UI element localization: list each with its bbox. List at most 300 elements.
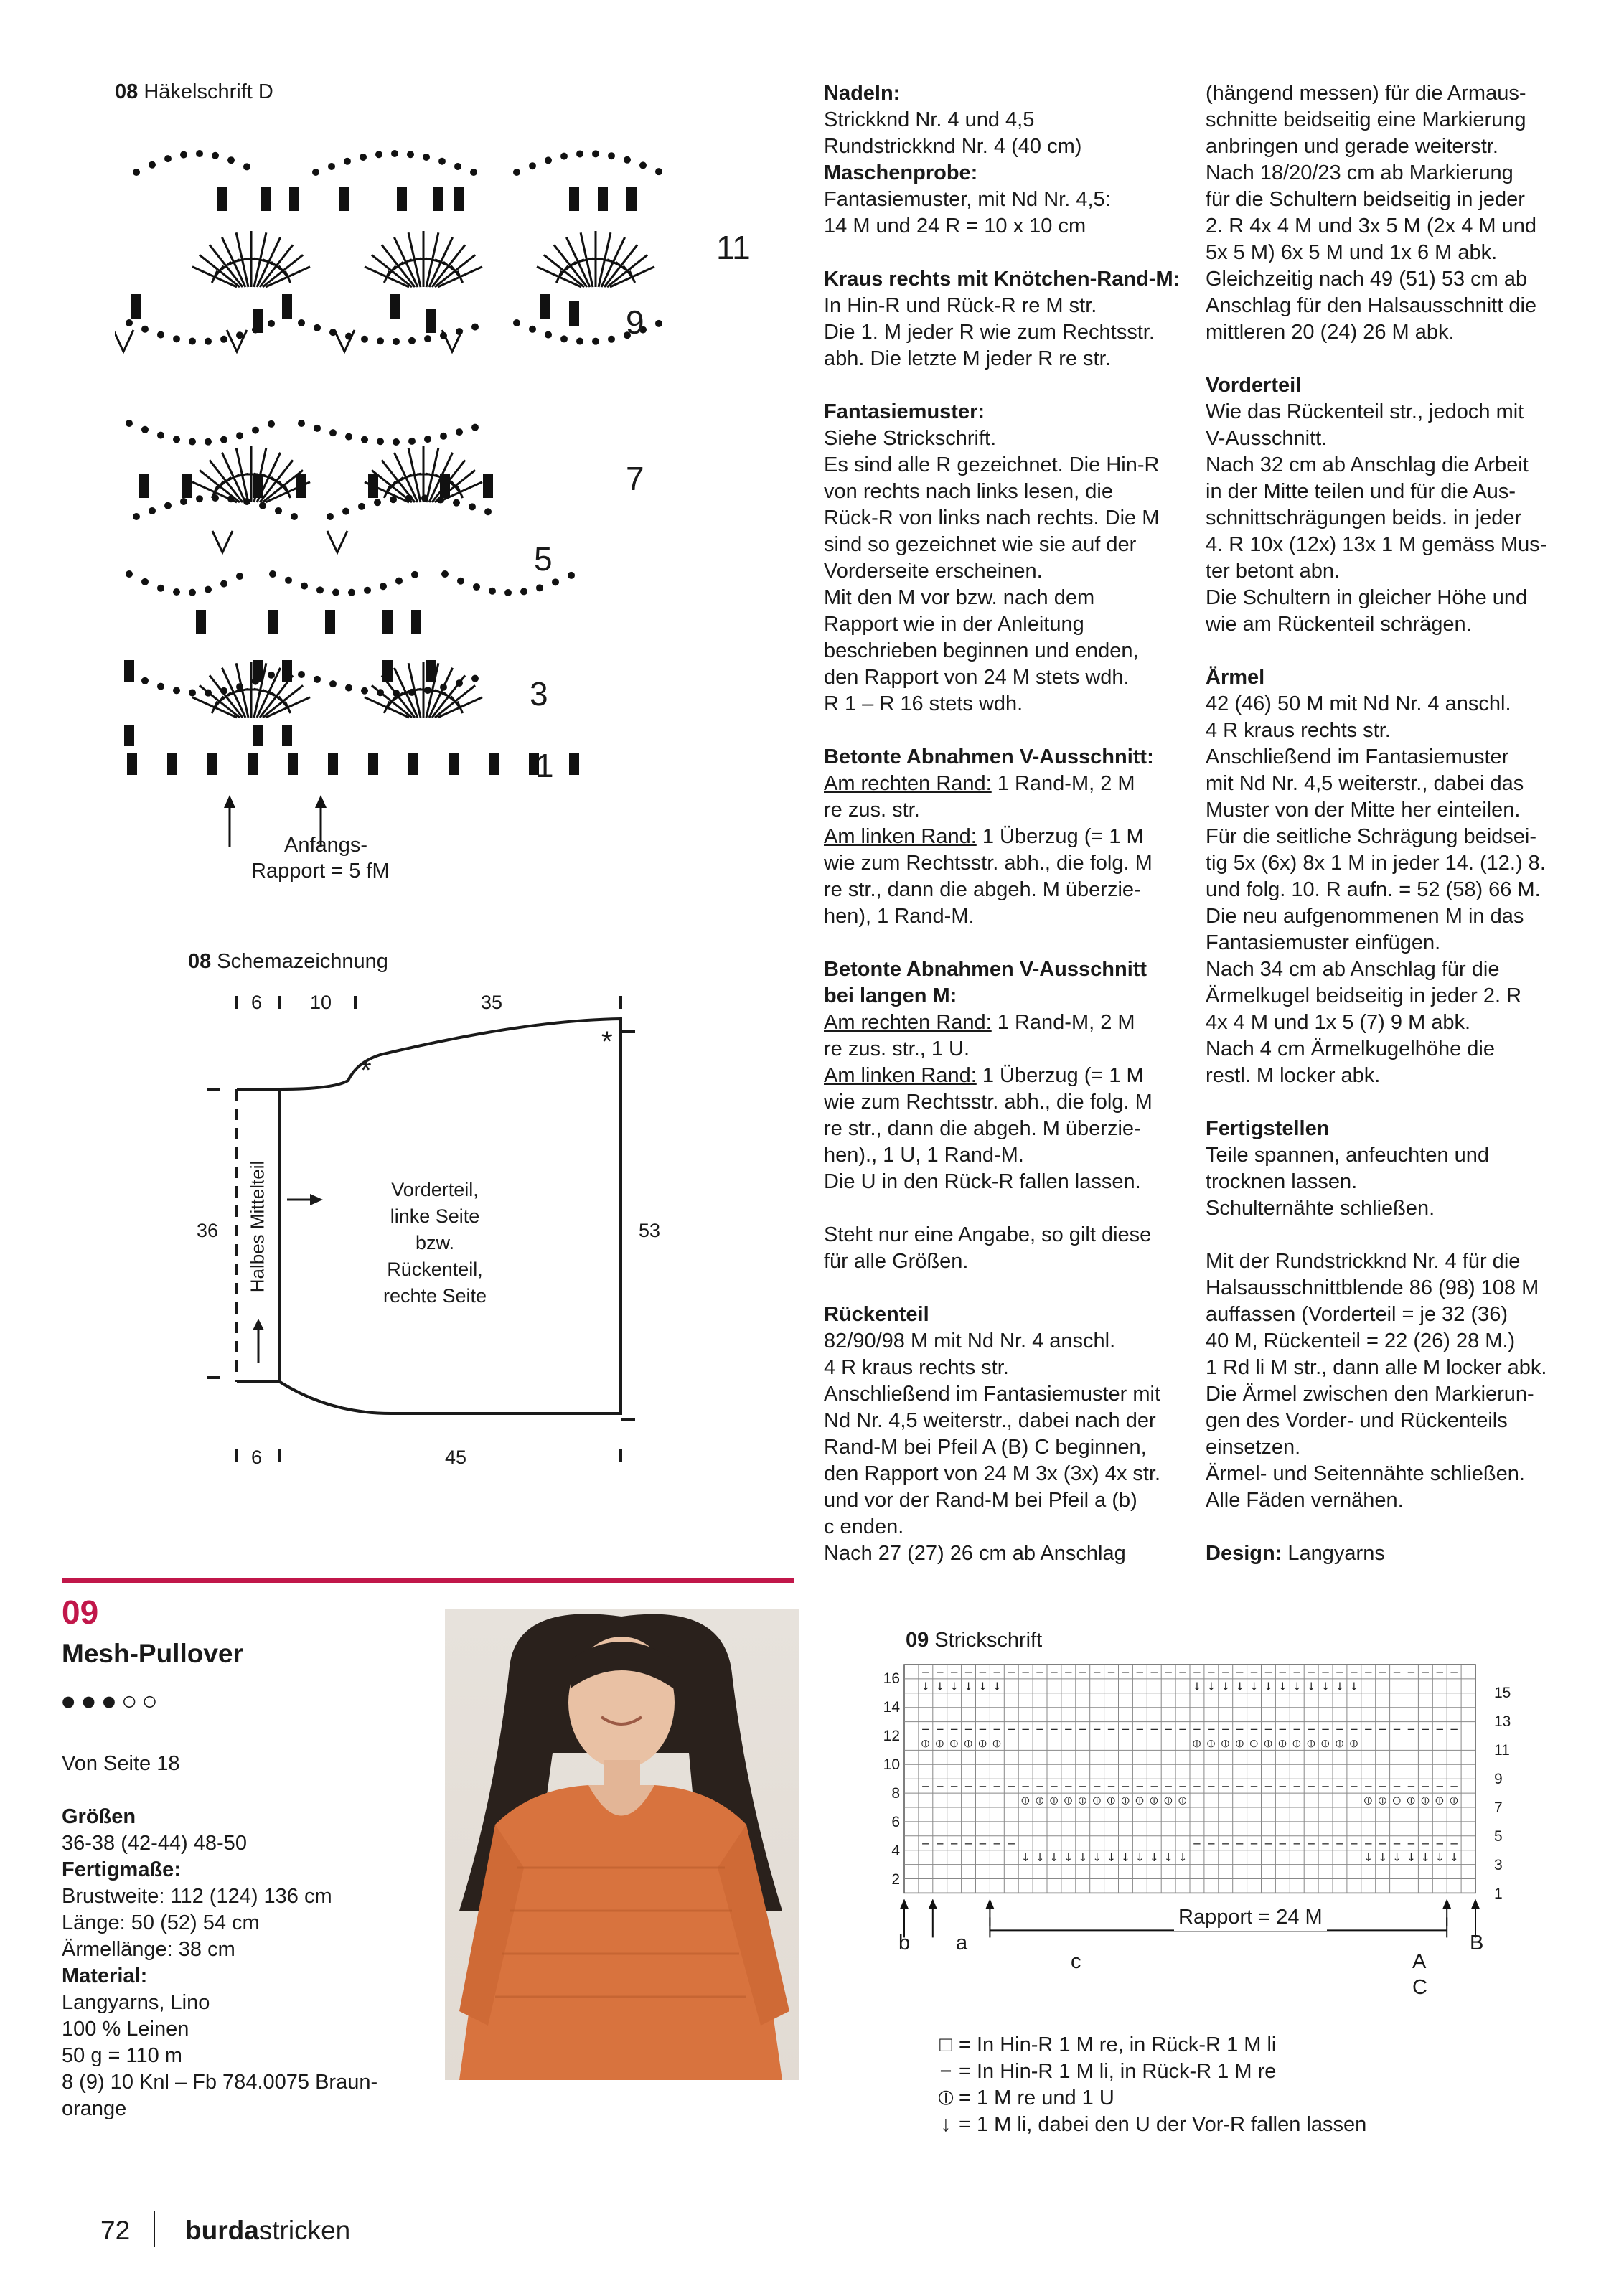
text-line: Anschließend im Fantasiemuster	[1206, 745, 1509, 768]
chart-symbol: −	[1378, 1779, 1387, 1793]
text-line: V-Ausschnitt.	[1206, 427, 1328, 450]
chart-symbol: −	[1392, 1665, 1402, 1679]
chain-stitch-mark	[268, 420, 275, 428]
text-line: für alle Größen.	[824, 1250, 969, 1273]
chart-symbol: ⦶	[1278, 1737, 1287, 1751]
chart-symbol: ↓	[1107, 1851, 1116, 1865]
chain-stitch-mark	[471, 424, 479, 431]
chart-symbol: −	[1435, 1779, 1445, 1793]
chart-symbol: −	[1035, 1723, 1045, 1736]
chain-stitch-mark	[624, 156, 631, 164]
chart-symbol: −	[1149, 1779, 1159, 1793]
chart-symbol: ↓	[978, 1680, 987, 1693]
section-heading: Fantasiemuster:	[824, 400, 985, 423]
chart-symbol: −	[1392, 1837, 1402, 1850]
legend-row: ↓ = 1 M li, dabei den U der Vor-R fallen lassen	[940, 2113, 1367, 2136]
caption-text: Schemazeichnung	[217, 950, 388, 973]
chain-stitch-mark	[327, 513, 334, 520]
star-marker: *	[360, 1055, 372, 1086]
section-heading: bei langen M:	[824, 984, 957, 1007]
chain-stitch-mark	[227, 495, 235, 502]
chain-stitch-mark	[328, 163, 335, 170]
text-line: Die U in den Rück-R fallen lassen.	[824, 1170, 1141, 1193]
chain-stitch-mark	[180, 498, 187, 505]
chain-stitch-mark	[361, 336, 368, 343]
start-arrow-head	[224, 795, 235, 808]
chart-symbol: −	[1178, 1779, 1188, 1793]
chain-stitch-mark	[126, 420, 133, 427]
chain-stitch-mark	[560, 153, 568, 160]
chart-symbol: −	[1006, 1723, 1016, 1736]
chain-stitch-mark	[252, 427, 259, 434]
chain-stitch-mark	[157, 432, 164, 439]
chain-stitch-mark	[393, 438, 400, 446]
chart-symbol: −	[1264, 1837, 1273, 1850]
text-line: wie am Rückenteil schrägen.	[1206, 613, 1472, 636]
chain-stitch-mark	[268, 672, 275, 679]
text-line: re str., dann die abgeh. M überzie-	[824, 1117, 1141, 1140]
chart-symbol: ⦶	[1321, 1737, 1330, 1751]
chain-stitch-mark	[298, 319, 305, 326]
section-heading: Rückenteil	[824, 1303, 929, 1326]
text-line: 2. R 4x 4 M und 3x 5 M (2x 4 M und	[1206, 215, 1536, 237]
chain-stitch-mark	[220, 687, 227, 695]
text-line: Nach 27 (27) 26 cm ab Anschlag	[824, 1542, 1126, 1565]
chart-symbol: −	[1206, 1723, 1216, 1736]
chart-symbol: ⦶	[1292, 1737, 1301, 1751]
chain-stitch-mark	[345, 433, 352, 441]
chart-symbol: −	[1149, 1723, 1159, 1736]
knit-chart-caption	[906, 1627, 1042, 1654]
text-line: R 1 – R 16 stets wdh.	[824, 692, 1023, 715]
text-line: 8 (9) 10 Knl – Fb 784.0075 Braun-	[62, 2071, 378, 2094]
crochet-row-label: 1	[535, 747, 554, 784]
chart-symbol: ↓	[1035, 1851, 1045, 1865]
section-heading: Nadeln:	[824, 82, 901, 105]
chain-stitch-mark	[529, 162, 536, 169]
chart-symbol: −	[1049, 1723, 1059, 1736]
chain-stitch-mark	[639, 161, 647, 169]
chart-symbol: −	[1292, 1665, 1302, 1679]
chart-symbol: ⦶	[1221, 1737, 1230, 1751]
text-line: und vor der Rand-M bei Pfeil a (b)	[824, 1489, 1137, 1512]
chart-symbol: −	[1278, 1779, 1287, 1793]
chain-stitch-mark	[364, 587, 371, 594]
single-crochet-mark	[368, 474, 378, 498]
chart-symbol: −	[1035, 1665, 1045, 1679]
chain-stitch-mark	[332, 589, 339, 596]
text-line: Mit der Rundstrickknd Nr. 4 für die	[1206, 1250, 1521, 1273]
chart-symbol: −	[1335, 1665, 1345, 1679]
chain-stitch-mark	[259, 502, 266, 509]
chain-stitch-mark	[576, 150, 583, 157]
text-line: Strickknd Nr. 4 und 4,5	[824, 108, 1035, 131]
chain-stitch-mark	[205, 338, 212, 345]
chart-symbol: −	[1206, 1779, 1216, 1793]
paragraph-gap	[1206, 346, 1607, 372]
chain-stitch-mark	[173, 588, 180, 596]
chart-symbol: −	[1135, 1779, 1145, 1793]
dim-right-53: 53	[639, 1220, 661, 1241]
chart-symbol: ⦶	[1264, 1737, 1272, 1751]
chart-symbol: −	[1378, 1723, 1387, 1736]
chart-symbol: ↓	[1163, 1851, 1173, 1865]
chart-symbol: −	[1149, 1665, 1159, 1679]
text-line: Am linken Rand: 1 Überzug (= 1 M	[824, 1064, 1144, 1087]
chart-symbol: −	[1306, 1837, 1316, 1850]
single-crochet-mark	[139, 474, 149, 498]
text-line: Ärmelkugel beidseitig in jeder 2. R	[1206, 984, 1522, 1007]
chart-symbol: −	[935, 1665, 945, 1679]
chart-symbol: ⦶	[1379, 1794, 1387, 1807]
chart-symbol: ⦶	[1421, 1794, 1430, 1807]
chart-symbol: −	[1206, 1665, 1216, 1679]
text-line: und folg. 10. R aufn. = 52 (58) 66 M.	[1206, 878, 1541, 901]
text-line: hen), 1 Rand-M.	[824, 905, 975, 928]
chart-symbol: ⦶	[979, 1737, 987, 1751]
chart-symbol: −	[1135, 1665, 1145, 1679]
paragraph-gap	[824, 930, 1183, 956]
single-crochet-mark	[328, 753, 338, 775]
chart-symbol: ⦶	[992, 1737, 1001, 1751]
chart-symbol: −	[935, 1779, 945, 1793]
text-line: mittleren 20 (24) 26 M abk.	[1206, 321, 1455, 344]
chart-symbol: −	[1020, 1723, 1031, 1736]
chain-stitch-mark	[423, 154, 430, 161]
legend-row: − = In Hin-R 1 M li, in Rück-R 1 M re	[939, 2060, 1277, 2083]
brand-logo: burdastricken	[185, 2216, 351, 2245]
text-line: Die 1. M jeder R wie zum Rechtsstr.	[824, 321, 1155, 344]
chart-symbol: −	[949, 1665, 959, 1679]
chain-stitch-mark	[408, 689, 416, 696]
dim-bottom-45: 45	[445, 1446, 467, 1468]
chart-symbol: ↓	[1020, 1851, 1031, 1865]
footer-divider	[154, 2211, 155, 2247]
chain-stitch-mark	[391, 150, 398, 157]
text-line: sind so gezeichnet wie sie auf der	[824, 533, 1137, 556]
dim-top-6: 6	[251, 992, 263, 1013]
single-crochet-mark	[167, 753, 177, 775]
chart-symbol: −	[1320, 1779, 1330, 1793]
chart-symbol: ↓	[1264, 1680, 1273, 1693]
single-crochet-mark	[449, 753, 459, 775]
chain-stitch-mark	[473, 583, 480, 591]
chain-stitch-mark	[560, 335, 568, 342]
chart-symbol: −	[1249, 1779, 1259, 1793]
chain-stitch-mark	[421, 494, 428, 502]
chain-stitch-mark	[608, 336, 615, 343]
text-line: Länge: 50 (52) 54 cm	[62, 1911, 260, 1934]
text-line: Die Ärmel zwischen den Markierun-	[1206, 1383, 1534, 1406]
text-line: Fantasiemuster einfügen.	[1206, 931, 1441, 954]
chart-symbol: −	[1035, 1779, 1045, 1793]
single-crochet-mark	[598, 187, 608, 211]
chain-stitch-mark	[312, 169, 319, 176]
pattern-number: 09	[62, 1594, 99, 1631]
single-crochet-mark	[282, 660, 292, 682]
chart-symbol: ↓	[992, 1680, 1002, 1693]
crochet-row-label: 9	[626, 304, 644, 341]
paragraph-gap	[824, 240, 1183, 266]
chart-symbol: ⦶	[1435, 1794, 1444, 1807]
chart-symbol: ↓	[964, 1680, 973, 1693]
section-heading: Material:	[62, 1965, 148, 1987]
chart-symbol: ↓	[1278, 1680, 1287, 1693]
chain-stitch-mark	[173, 436, 180, 443]
text-line: Steht nur eine Angabe, so gilt diese	[824, 1223, 1152, 1246]
section-heading: Kraus rechts mit Knötchen-Rand-M:	[824, 268, 1181, 291]
single-crochet-mark	[127, 753, 137, 775]
single-crochet-mark	[282, 725, 292, 746]
chain-stitch-mark	[243, 498, 250, 505]
chain-stitch-mark	[126, 319, 133, 326]
row-start-arrow-head	[985, 1899, 994, 1909]
chart-symbol: ⦶	[1393, 1794, 1401, 1807]
chart-symbol: −	[921, 1723, 931, 1736]
chart-symbol: −	[1249, 1723, 1259, 1736]
chain-stitch-mark	[164, 502, 172, 509]
text-line: Brustweite: 112 (124) 136 cm	[62, 1885, 332, 1908]
chart-symbol: ↓	[1335, 1680, 1345, 1693]
single-crochet-mark	[289, 187, 299, 211]
chart-symbol: −	[1435, 1837, 1445, 1850]
chart-symbol: −	[1064, 1779, 1074, 1793]
chart-symbol: −	[1192, 1723, 1202, 1736]
chart-symbol: −	[1421, 1665, 1430, 1679]
dim-bottom-6: 6	[251, 1446, 263, 1468]
chart-symbol: −	[1049, 1665, 1059, 1679]
chain-stitch-mark	[592, 150, 599, 157]
chart-symbol: ↓	[1064, 1851, 1074, 1865]
chain-stitch-mark	[576, 338, 583, 345]
chart-symbol: −	[1407, 1779, 1416, 1793]
chart-symbol: −	[1107, 1723, 1116, 1736]
section-heading: Größen	[62, 1805, 136, 1828]
chart-symbol: −	[1449, 1837, 1459, 1850]
chart-symbol: −	[1107, 1665, 1116, 1679]
dim-top-10: 10	[310, 992, 332, 1013]
single-crochet-mark	[368, 753, 378, 775]
text-line: Nach 34 cm ab Anschlag für die	[1206, 958, 1500, 981]
chart-symbol: −	[1049, 1779, 1059, 1793]
chart-symbol: −	[1392, 1723, 1402, 1736]
chart-symbol: ↓	[1249, 1680, 1259, 1693]
chart-symbol: −	[1020, 1779, 1031, 1793]
chain-stitch-mark	[405, 494, 413, 502]
chain-stitch-mark	[470, 169, 477, 176]
text-line: Die neu aufgenommenen M in das	[1206, 905, 1524, 928]
chain-stitch-mark	[329, 429, 337, 436]
chart-symbol: −	[1192, 1779, 1202, 1793]
text-line: Am rechten Rand: 1 Rand-M, 2 M	[824, 772, 1135, 795]
chain-stitch-mark	[424, 687, 431, 694]
section-heading: Design: Langyarns	[1206, 1542, 1385, 1565]
single-crochet-mark	[411, 610, 421, 634]
single-crochet-mark	[248, 753, 258, 775]
from-page: Von Seite 18	[62, 1752, 180, 1775]
chain-stitch-mark	[291, 513, 298, 520]
chart-symbol: −	[964, 1837, 973, 1850]
instructions-column-2	[1206, 80, 1607, 1567]
chain-stitch-mark	[408, 438, 416, 445]
chain-stitch-mark	[314, 425, 321, 432]
chart-symbol: −	[1163, 1779, 1173, 1793]
text-line: Gleichzeitig nach 49 (51) 53 cm ab	[1206, 268, 1528, 291]
text-line: c enden.	[824, 1515, 904, 1538]
chain-stitch-mark	[269, 570, 276, 578]
chart-symbol: −	[1363, 1837, 1374, 1850]
single-crochet-mark	[426, 309, 436, 333]
chain-stitch-mark	[348, 589, 355, 596]
start-label: Rapport = 5 fM	[251, 860, 390, 883]
single-crochet-mark	[569, 753, 579, 775]
chain-stitch-mark	[375, 151, 382, 158]
chart-symbol: −	[964, 1723, 973, 1736]
chart-symbol: −	[921, 1665, 931, 1679]
chart-symbol: ⦶	[964, 1737, 972, 1751]
text-line: In Hin-R und Rück-R re M str.	[824, 294, 1097, 317]
text-line: re zus. str.	[824, 799, 920, 822]
chain-stitch-mark	[205, 586, 212, 593]
chart-symbol: −	[1349, 1779, 1359, 1793]
text-line: Teile spannen, anfeuchten und	[1206, 1144, 1490, 1167]
text-line: 14 M und 24 R = 10 x 10 cm	[824, 215, 1086, 237]
chart-symbol: −	[1235, 1837, 1244, 1850]
single-crochet-mark	[426, 660, 436, 682]
chart-symbol: −	[1006, 1665, 1016, 1679]
text-line: wie zum Rechtsstr. abh., die folg. M	[824, 1091, 1153, 1114]
arrow-label-c: c	[1071, 1950, 1081, 1973]
chart-symbol: −	[1092, 1779, 1102, 1793]
chart-symbol: ↓	[1435, 1851, 1445, 1865]
size-material-info	[62, 1804, 435, 2122]
chain-stitch-mark	[189, 438, 196, 446]
arrow-label-A: A	[1412, 1950, 1427, 1973]
chart-symbol: −	[992, 1779, 1002, 1793]
chart-symbol: −	[1449, 1723, 1459, 1736]
chart-symbol: −	[1006, 1837, 1016, 1850]
text-line: 50 g = 110 m	[62, 2044, 182, 2067]
single-crochet-mark	[454, 187, 464, 211]
chain-stitch-mark	[141, 326, 149, 333]
text-line: orange	[62, 2097, 127, 2120]
chain-stitch-mark	[545, 331, 552, 339]
single-crochet-mark	[626, 187, 637, 211]
chain-stitch-mark	[236, 683, 243, 690]
chain-stitch-mark	[360, 154, 367, 161]
chart-symbol: ↓	[1121, 1851, 1130, 1865]
chain-stitch-mark	[545, 156, 552, 164]
section-heading: Fertigstellen	[1206, 1117, 1330, 1140]
single-crochet-mark	[382, 660, 393, 682]
chart-symbol: ⦶	[1021, 1794, 1030, 1807]
model-illustration	[445, 1609, 799, 2080]
chain-stitch-mark	[220, 580, 227, 588]
chart-symbol: ⦶	[1236, 1737, 1244, 1751]
text-line: Ärmel- und Seitennähte schließen.	[1206, 1462, 1525, 1485]
chart-symbol: ⦶	[1307, 1737, 1315, 1751]
caption-text: Häkelschrift D	[144, 80, 273, 103]
section-heading: Maschenprobe:	[824, 161, 978, 184]
single-crochet-mark	[124, 725, 134, 746]
chart-symbol: ⦶	[1178, 1794, 1187, 1807]
chart-symbol: −	[1378, 1837, 1387, 1850]
chart-symbol: −	[1192, 1837, 1202, 1850]
single-crochet-mark	[268, 610, 278, 634]
chain-stitch-mark	[141, 677, 149, 684]
text-line: Mit den M vor bzw. nach dem	[824, 586, 1095, 609]
chain-stitch-mark	[380, 583, 387, 590]
instructions-column-1	[824, 80, 1183, 1567]
half-middle-label: Halbes Mittelteil	[246, 1160, 268, 1293]
text-line: 100 % Leinen	[62, 2018, 189, 2041]
text-line: Rapport wie in der Anleitung	[824, 613, 1084, 636]
chain-stitch-mark	[196, 150, 203, 157]
chart-symbol: −	[978, 1723, 987, 1736]
chain-stitch-mark	[205, 690, 212, 697]
chain-stitch-mark	[456, 679, 463, 687]
single-crochet-mark	[261, 187, 271, 211]
chart-symbol: ↓	[1306, 1680, 1316, 1693]
chart-symbol: ⦶	[1064, 1794, 1073, 1807]
chain-stitch-mark	[149, 507, 156, 514]
chart-symbol: ⦶	[1135, 1794, 1144, 1807]
chart-symbol: −	[1064, 1723, 1074, 1736]
chart-symbol: ↓	[1378, 1851, 1387, 1865]
single-crochet-mark	[408, 753, 418, 775]
text-line: den Rapport von 24 M 3x (3x) 4x str.	[824, 1462, 1161, 1485]
chart-symbol: −	[1078, 1665, 1088, 1679]
single-crochet-mark	[253, 474, 263, 498]
rapport-label: Rapport = 24 M	[1174, 1904, 1327, 1931]
chart-symbol: −	[992, 1723, 1002, 1736]
single-crochet-mark	[397, 187, 407, 211]
caption-text: Strickschrift	[934, 1629, 1043, 1652]
chart-symbol: ⦶	[1336, 1737, 1344, 1751]
chain-stitch-mark	[345, 684, 352, 692]
crochet-chart	[115, 115, 761, 890]
paragraph-gap	[1206, 638, 1607, 664]
chain-stitch-mark	[377, 438, 384, 445]
chart-symbol: ↓	[1206, 1680, 1216, 1693]
chain-stitch-mark	[655, 168, 662, 175]
chain-stitch-mark	[314, 324, 321, 331]
chain-stitch-mark	[220, 336, 227, 343]
paragraph-gap	[1206, 1222, 1607, 1248]
chain-stitch-mark	[126, 570, 133, 578]
chain-stitch-mark	[513, 319, 520, 326]
chart-symbol: −	[1264, 1779, 1273, 1793]
text-line: Alle Fäden vernähen.	[1206, 1489, 1404, 1512]
single-crochet-mark	[131, 294, 141, 319]
single-crochet-mark	[124, 660, 134, 682]
single-crochet-mark	[390, 294, 400, 319]
chart-symbol: −	[1320, 1723, 1330, 1736]
chain-stitch-mark	[504, 589, 512, 596]
chart-symbol: −	[1392, 1779, 1402, 1793]
v-stitch-mark	[334, 330, 355, 352]
chain-stitch-mark	[361, 687, 368, 695]
chart-symbol: −	[949, 1837, 959, 1850]
v-stitch-mark	[115, 330, 133, 352]
pattern-title: Mesh-Pullover	[62, 1639, 243, 1668]
chart-symbol: −	[1192, 1665, 1202, 1679]
chart-symbol: −	[1335, 1779, 1345, 1793]
caption-number: 09	[906, 1629, 929, 1652]
chart-symbol: −	[1206, 1837, 1216, 1850]
chart-symbol: −	[1064, 1665, 1074, 1679]
single-crochet-mark	[569, 187, 579, 211]
